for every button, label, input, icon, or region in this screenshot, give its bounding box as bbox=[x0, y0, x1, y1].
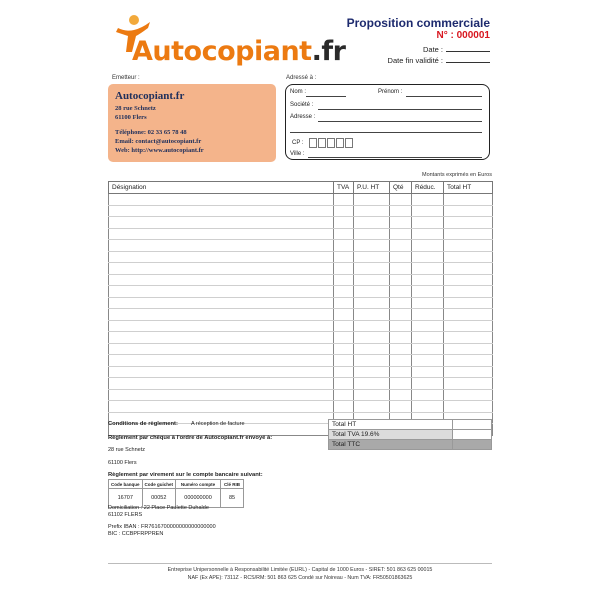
table-cell[interactable] bbox=[354, 228, 390, 240]
validity-field[interactable] bbox=[446, 55, 490, 63]
table-row bbox=[109, 217, 493, 229]
societe-label: Société : bbox=[290, 102, 314, 108]
total-ttc-value[interactable] bbox=[453, 440, 492, 450]
table-cell[interactable] bbox=[109, 401, 334, 413]
table-cell[interactable] bbox=[444, 286, 493, 298]
table-cell[interactable] bbox=[354, 378, 390, 390]
total-tva-label: Total TVA 19.6% bbox=[329, 430, 453, 440]
table-cell[interactable] bbox=[109, 320, 334, 332]
logo-wordmark bbox=[132, 36, 345, 67]
total-ht-value[interactable] bbox=[453, 420, 492, 430]
table-cell[interactable] bbox=[444, 274, 493, 286]
table-cell[interactable] bbox=[444, 240, 493, 252]
table-row bbox=[109, 320, 493, 332]
table-cell[interactable] bbox=[390, 286, 412, 298]
table-cell[interactable] bbox=[109, 389, 334, 401]
account-number-value: 000000000 bbox=[176, 489, 221, 508]
table-cell[interactable] bbox=[354, 274, 390, 286]
table-cell[interactable] bbox=[444, 320, 493, 332]
cp-label: CP : bbox=[292, 140, 304, 146]
emitter-street: 28 rue Schnetz bbox=[115, 105, 156, 112]
table-cell[interactable] bbox=[109, 378, 334, 390]
table-cell[interactable] bbox=[354, 263, 390, 275]
table-cell[interactable] bbox=[412, 366, 444, 378]
table-cell[interactable] bbox=[334, 297, 354, 309]
societe-field[interactable] bbox=[318, 109, 482, 110]
table-cell[interactable] bbox=[412, 228, 444, 240]
table-cell[interactable] bbox=[390, 205, 412, 217]
table-cell[interactable] bbox=[444, 366, 493, 378]
table-cell[interactable] bbox=[390, 297, 412, 309]
table-cell[interactable] bbox=[390, 309, 412, 321]
table-cell[interactable] bbox=[390, 378, 412, 390]
cp-cell-3[interactable] bbox=[327, 138, 335, 148]
table-cell[interactable] bbox=[354, 343, 390, 355]
table-cell[interactable] bbox=[390, 343, 412, 355]
table-cell[interactable] bbox=[390, 366, 412, 378]
table-cell[interactable] bbox=[390, 389, 412, 401]
table-row bbox=[109, 297, 493, 309]
table-cell[interactable] bbox=[444, 217, 493, 229]
table-cell[interactable] bbox=[390, 240, 412, 252]
table-cell[interactable] bbox=[390, 401, 412, 413]
emitter-name: Autocopiant.fr bbox=[115, 90, 185, 102]
table-cell[interactable] bbox=[390, 355, 412, 367]
adresse-field-1[interactable] bbox=[318, 121, 482, 122]
table-cell[interactable] bbox=[412, 309, 444, 321]
table-cell[interactable] bbox=[412, 378, 444, 390]
table-cell[interactable] bbox=[109, 343, 334, 355]
table-cell[interactable] bbox=[412, 332, 444, 344]
table-cell[interactable] bbox=[390, 320, 412, 332]
cp-cell-1[interactable] bbox=[309, 138, 317, 148]
table-row bbox=[109, 389, 493, 401]
line-items-header bbox=[109, 182, 493, 194]
col-reduc: Réduc. bbox=[412, 182, 444, 194]
emitter-email: Email: contact@autocopiant.fr bbox=[115, 138, 202, 145]
col-pu-ht: P.U. HT bbox=[354, 182, 390, 194]
conditions-value: A réception de facture bbox=[191, 421, 245, 427]
table-cell[interactable] bbox=[334, 378, 354, 390]
table-cell[interactable] bbox=[354, 320, 390, 332]
table-cell[interactable] bbox=[109, 217, 334, 229]
company-logo bbox=[110, 14, 346, 74]
table-cell[interactable] bbox=[444, 194, 493, 206]
document-number: N° : 000001 bbox=[436, 30, 490, 41]
table-row bbox=[109, 274, 493, 286]
total-tva-value[interactable] bbox=[453, 430, 492, 440]
table-cell[interactable] bbox=[444, 251, 493, 263]
table-row bbox=[109, 332, 493, 344]
cp-cell-2[interactable] bbox=[318, 138, 326, 148]
table-cell[interactable] bbox=[334, 343, 354, 355]
table-cell[interactable] bbox=[354, 240, 390, 252]
total-ht-label: Total HT bbox=[329, 420, 453, 430]
totals-table bbox=[328, 419, 492, 450]
table-cell[interactable] bbox=[412, 205, 444, 217]
table-cell[interactable] bbox=[390, 263, 412, 275]
table-cell[interactable] bbox=[334, 320, 354, 332]
bank-code-header: Code banque bbox=[109, 480, 143, 489]
table-cell[interactable] bbox=[412, 194, 444, 206]
table-cell[interactable] bbox=[444, 263, 493, 275]
table-row bbox=[109, 355, 493, 367]
ville-field[interactable] bbox=[308, 157, 482, 158]
domiciliation: Domiciliation : 22 Place Paulette Duhalde bbox=[108, 505, 209, 511]
total-tva-row bbox=[329, 430, 492, 440]
table-cell[interactable] bbox=[412, 389, 444, 401]
table-cell[interactable] bbox=[109, 263, 334, 275]
nom-label: Nom : bbox=[290, 89, 307, 95]
total-ttc-row bbox=[329, 440, 492, 450]
table-cell[interactable] bbox=[334, 217, 354, 229]
bank-details-table bbox=[108, 479, 244, 508]
table-row bbox=[109, 401, 493, 413]
rib-key-header: Clé RIB bbox=[221, 480, 244, 489]
table-cell[interactable] bbox=[334, 286, 354, 298]
table-cell[interactable] bbox=[412, 355, 444, 367]
table-cell[interactable] bbox=[334, 263, 354, 275]
table-row bbox=[109, 378, 493, 390]
table-cell[interactable] bbox=[109, 205, 334, 217]
col-designation: Désignation bbox=[109, 182, 334, 194]
table-cell[interactable] bbox=[390, 251, 412, 263]
col-qte: Qté bbox=[390, 182, 412, 194]
emitter-web: Web: http://www.autocopiant.fr bbox=[115, 147, 204, 154]
line-items-table bbox=[108, 181, 493, 436]
table-cell[interactable] bbox=[444, 228, 493, 240]
table-cell[interactable] bbox=[109, 366, 334, 378]
table-row bbox=[109, 366, 493, 378]
table-cell[interactable] bbox=[109, 355, 334, 367]
table-row bbox=[109, 228, 493, 240]
transfer-label: Règlement par virement sur le compte bancaire suivant: bbox=[108, 472, 263, 478]
table-cell[interactable] bbox=[354, 355, 390, 367]
branch-code-header: Code guichet bbox=[142, 480, 176, 489]
table-cell[interactable] bbox=[354, 251, 390, 263]
prenom-field[interactable] bbox=[406, 96, 482, 97]
cheque-street: 28 rue Schnetz bbox=[108, 447, 145, 453]
table-cell[interactable] bbox=[412, 263, 444, 275]
table-cell[interactable] bbox=[109, 228, 334, 240]
footer-line-2: NAF (Ex APE): 7311Z - RCS/RM: 501 863 625 Condé sur Noireau - Num TVA: FR50501863625 bbox=[187, 575, 413, 581]
table-cell[interactable] bbox=[334, 309, 354, 321]
table-cell[interactable] bbox=[444, 355, 493, 367]
adresse-label: Adresse : bbox=[290, 114, 316, 120]
table-cell[interactable] bbox=[412, 286, 444, 298]
table-row bbox=[109, 286, 493, 298]
table-cell[interactable] bbox=[354, 286, 390, 298]
table-cell[interactable] bbox=[109, 194, 334, 206]
table-cell[interactable] bbox=[109, 332, 334, 344]
table-cell[interactable] bbox=[354, 332, 390, 344]
logo-suffix: .fr bbox=[311, 36, 346, 67]
branch-code-value: 00052 bbox=[142, 489, 176, 508]
table-cell[interactable] bbox=[109, 251, 334, 263]
cp-cell-5[interactable] bbox=[345, 138, 353, 148]
table-row bbox=[109, 194, 493, 206]
table-cell[interactable] bbox=[412, 251, 444, 263]
logo-prefix: A bbox=[132, 36, 153, 67]
footer-divider bbox=[108, 563, 492, 564]
domiciliation-city: 61102 FLERS bbox=[108, 512, 143, 518]
rib-key-value: 85 bbox=[221, 489, 244, 508]
table-cell[interactable] bbox=[354, 217, 390, 229]
table-cell[interactable] bbox=[334, 274, 354, 286]
emitter-phone: Téléphone: 02 33 65 78 48 bbox=[115, 129, 187, 136]
table-cell[interactable] bbox=[390, 332, 412, 344]
table-cell[interactable] bbox=[334, 194, 354, 206]
nom-field[interactable] bbox=[306, 96, 346, 97]
col-total-ht: Total HT bbox=[444, 182, 493, 194]
total-ht-row bbox=[329, 420, 492, 430]
logo-rest: utocopiant bbox=[152, 36, 312, 67]
table-cell[interactable] bbox=[334, 332, 354, 344]
document-title: Proposition commerciale bbox=[346, 16, 490, 30]
table-cell[interactable] bbox=[444, 205, 493, 217]
table-row bbox=[109, 251, 493, 263]
cp-cell-4[interactable] bbox=[336, 138, 344, 148]
table-cell[interactable] bbox=[109, 297, 334, 309]
adresse-field-2[interactable] bbox=[290, 132, 482, 133]
table-cell[interactable] bbox=[390, 228, 412, 240]
footer-line-1: Entreprise Unipersonnelle à Responsabilité Limitée (EURL) - Capital de 1000 Euros - SIRET: 501 863 625 00015 bbox=[167, 567, 433, 573]
table-cell[interactable] bbox=[412, 343, 444, 355]
table-cell[interactable] bbox=[412, 240, 444, 252]
prenom-label: Prénom : bbox=[378, 89, 403, 95]
date-label: Date : bbox=[422, 45, 443, 54]
table-cell[interactable] bbox=[354, 205, 390, 217]
table-cell[interactable] bbox=[412, 401, 444, 413]
table-row bbox=[109, 263, 493, 275]
table-cell[interactable] bbox=[412, 274, 444, 286]
table-cell[interactable] bbox=[444, 343, 493, 355]
table-cell[interactable] bbox=[334, 251, 354, 263]
table-cell[interactable] bbox=[390, 217, 412, 229]
table-cell[interactable] bbox=[354, 366, 390, 378]
date-field[interactable] bbox=[446, 44, 490, 52]
col-tva: TVA bbox=[334, 182, 354, 194]
conditions-label: Conditions de règlement: bbox=[108, 421, 178, 427]
table-cell[interactable] bbox=[109, 286, 334, 298]
table-cell[interactable] bbox=[334, 228, 354, 240]
table-row bbox=[109, 205, 493, 217]
table-cell[interactable] bbox=[334, 366, 354, 378]
address-section-label: Adressé à : bbox=[286, 75, 317, 81]
bank-code-value: 16707 bbox=[109, 489, 143, 508]
table-row bbox=[109, 309, 493, 321]
table-cell[interactable] bbox=[412, 217, 444, 229]
table-cell[interactable] bbox=[444, 309, 493, 321]
emitter-city: 61100 Flers bbox=[115, 114, 147, 121]
table-cell[interactable] bbox=[109, 240, 334, 252]
table-cell[interactable] bbox=[444, 378, 493, 390]
table-cell[interactable] bbox=[412, 297, 444, 309]
table-row bbox=[109, 343, 493, 355]
table-cell[interactable] bbox=[412, 320, 444, 332]
table-cell[interactable] bbox=[334, 240, 354, 252]
account-number-header: Numéro compte bbox=[176, 480, 221, 489]
validity-label: Date fin validité : bbox=[387, 56, 443, 65]
table-cell[interactable] bbox=[354, 194, 390, 206]
table-cell[interactable] bbox=[334, 401, 354, 413]
emitter-section-label: Emetteur : bbox=[112, 75, 140, 81]
ville-label: Ville : bbox=[290, 151, 305, 157]
cheque-label: Règlement par chèque à l'ordre de Autocopiant.fr envoyé à: bbox=[108, 435, 273, 441]
table-cell[interactable] bbox=[109, 274, 334, 286]
table-row bbox=[109, 240, 493, 252]
table-cell[interactable] bbox=[334, 389, 354, 401]
table-cell[interactable] bbox=[354, 297, 390, 309]
table-cell[interactable] bbox=[444, 401, 493, 413]
emitter-box bbox=[108, 84, 276, 162]
iban: Prefix IBAN : FR7616700000000000000000 bbox=[108, 524, 216, 530]
table-cell[interactable] bbox=[354, 389, 390, 401]
table-cell[interactable] bbox=[444, 332, 493, 344]
table-cell[interactable] bbox=[334, 205, 354, 217]
table-cell[interactable] bbox=[334, 355, 354, 367]
table-cell[interactable] bbox=[444, 297, 493, 309]
bic: BIC : CCBPFRPPREN bbox=[108, 531, 164, 537]
date-row bbox=[380, 44, 490, 54]
table-cell[interactable] bbox=[354, 401, 390, 413]
table-cell[interactable] bbox=[109, 309, 334, 321]
amounts-note: Montants exprimés en Euros bbox=[421, 172, 492, 178]
table-cell[interactable] bbox=[354, 309, 390, 321]
cheque-city: 61100 Flers bbox=[108, 460, 137, 466]
table-cell[interactable] bbox=[444, 389, 493, 401]
table-cell[interactable] bbox=[390, 274, 412, 286]
total-ttc-label: Total TTC bbox=[329, 440, 453, 450]
validity-row bbox=[360, 55, 490, 65]
table-cell[interactable] bbox=[390, 194, 412, 206]
